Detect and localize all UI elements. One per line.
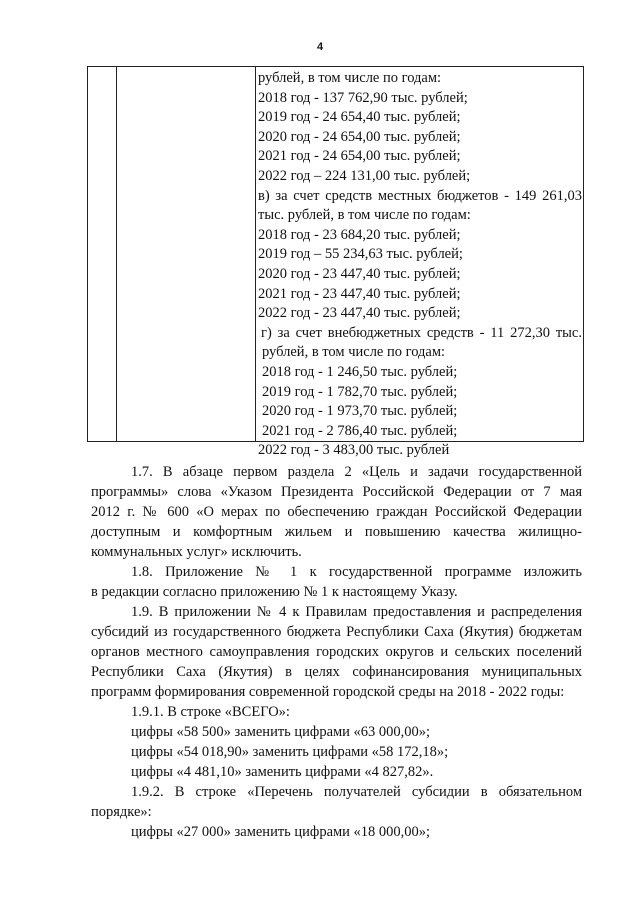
- table-line: 2021 год - 23 447,40 тыс. рублей;: [258, 285, 461, 302]
- table-line: 2022 год – 224 131,00 тыс. рублей;: [258, 167, 471, 184]
- paragraph-line: 2012 г. № 600 «О мерах по обеспечению граждан Российской Федерации: [91, 504, 582, 520]
- paragraph-1-7: [91, 462, 582, 562]
- table-line: рублей, в том числе по годам:: [258, 70, 442, 86]
- table-line: 2022 год - 23 447,40 тыс. рублей;: [258, 305, 461, 322]
- document-body: [91, 462, 582, 842]
- table-line: 2021 год - 2 786,40 тыс. рублей;: [262, 422, 458, 439]
- paragraph-1-9: [91, 602, 582, 702]
- replacement-item: цифры «27 000» заменить цифрами «18 000,00»;: [131, 824, 431, 840]
- table-line: 2020 год - 24 654,00 тыс. рублей;: [258, 128, 461, 145]
- table-line: 2019 год - 1 782,70 тыс. рублей;: [262, 383, 458, 400]
- paragraph-line: 1.7. В абзаце первом раздела 2 «Цель и задачи государственной: [131, 464, 582, 480]
- replacement-item: цифры «58 500» заменить цифрами «63 000,00»;: [131, 724, 431, 740]
- table-column-divider-1: [116, 67, 117, 441]
- table-line: в) за счет средств местных бюджетов - 149 261,03: [258, 187, 582, 204]
- paragraph-line: доступным и комфортным жильем и повышению качества жилищно-: [91, 524, 582, 540]
- paragraph-line: субсидий из государственного бюджета Республики Саха (Якутия) бюджетам: [91, 624, 582, 640]
- paragraph-1-9-2: [91, 782, 582, 822]
- paragraph-line: программ формирования современной городской среды на 2018 - 2022 годы:: [91, 684, 565, 700]
- table-line: 2020 год - 1 973,70 тыс. рублей;: [262, 403, 458, 420]
- table-line: рублей, в том числе по годам:: [262, 344, 446, 361]
- paragraph-line: в редакции согласно приложению № 1 к настоящему Указу.: [91, 584, 458, 600]
- table-line: 2018 год - 1 246,50 тыс. рублей;: [262, 363, 458, 380]
- page-number: 4: [316, 41, 324, 53]
- table-line: 2019 год – 55 234,63 тыс. рублей;: [258, 246, 463, 263]
- table-line: 2018 год - 23 684,20 тыс. рублей;: [258, 226, 461, 243]
- table-line: 2019 год - 24 654,40 тыс. рублей;: [258, 109, 461, 126]
- paragraph-line: программы» слова «Указом Президента Российской Федерации от 7 мая: [91, 484, 582, 500]
- table-column-divider-2: [255, 67, 256, 441]
- paragraph-line: 1.8. Приложение № 1 к государственной программе изложить: [131, 564, 582, 580]
- table-line: 2020 год - 23 447,40 тыс. рублей;: [258, 265, 461, 282]
- table-line: 2021 год - 24 654,00 тыс. рублей;: [258, 148, 461, 165]
- table-line: тыс. рублей, в том числе по годам:: [258, 207, 471, 224]
- replacement-item: цифры «4 481,10» заменить цифрами «4 827,82».: [131, 764, 434, 780]
- paragraph-line: коммунальных услуг» исключить.: [91, 544, 302, 560]
- replacement-item: цифры «54 018,90» заменить цифрами «58 172,18»;: [131, 744, 449, 760]
- paragraph-line: порядке»:: [91, 804, 152, 820]
- table-line: 2018 год - 137 762,90 тыс. рублей;: [258, 89, 468, 106]
- table-line: г) за счет внебюджетных средств - 11 272,30 тыс.: [261, 324, 582, 341]
- table-line: 2022 год - 3 483,00 тыс. рублей: [258, 442, 450, 459]
- paragraph-1-8: [91, 562, 582, 602]
- funding-table: [87, 66, 584, 459]
- paragraph-line: органов местного самоуправления городских округов и сельских поселений: [91, 644, 582, 660]
- paragraph-line: 1.9.2. В строке «Перечень получателей субсидии в обязательном: [131, 784, 582, 800]
- funding-table-cell: [258, 69, 582, 461]
- paragraph-line: Республики Саха (Якутия) в целях софинансирования муниципальных: [91, 664, 582, 680]
- paragraph-line: 1.9. В приложении № 4 к Правилам предоставления и распределения: [131, 604, 582, 620]
- paragraph-1-9-1-heading: 1.9.1. В строке «ВСЕГО»:: [131, 704, 290, 720]
